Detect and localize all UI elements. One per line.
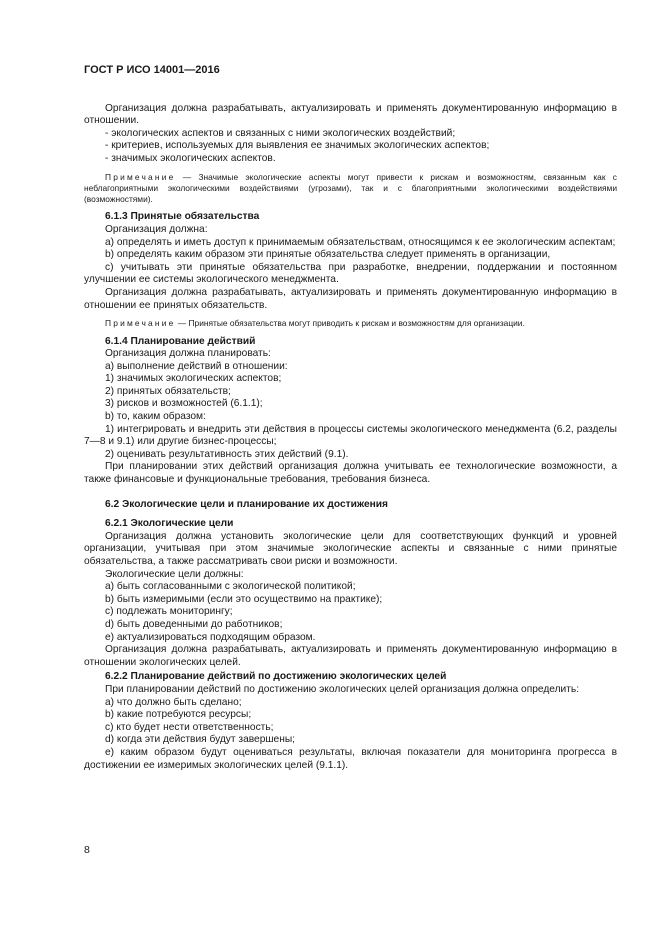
list-item: c) учитывать эти принятые обязательства при разработке, внедрении, поддержании и постоянном улучшении ее системы экологического менеджмента. <box>84 261 617 286</box>
paragraph: При планировании этих действий организация должна учитывать ее технологические возможности, а также финансовые и функциональные требования, требования бизнеса. <box>84 461 617 486</box>
list-item: a) быть согласованными с экологической политикой; <box>105 581 356 593</box>
list-item: b) быть измеримыми (если это осуществимо на практике); <box>105 593 383 605</box>
note-text: — Значимые экологические аспекты могут привести к рискам и возможностям, связанным как с неблагоприятными экологическими воздействиями (угрозами), так и с благоприятными экологическими воздействиями (возможностями). <box>84 171 617 205</box>
intro-paragraph: Организация должна разрабатывать, актуализировать и применять документированную информацию в отношении. <box>84 102 617 127</box>
list-item: e) каким образом будут оцениваться результаты, включая показатели для мониторинга прогресса в достижении ее измеримых экологических целей (9.1.1). <box>84 746 617 771</box>
heading-6-1-4: 6.1.4 Планирование действий <box>105 335 256 347</box>
heading-6-1-3: 6.1.3 Принятые обязательства <box>105 211 260 223</box>
paragraph: Организация должна установить экологические цели для соответствующих функций и уровней организации, учитывая при этом значимые экологические аспекты и связанные с ними принятые обязательства, а также рассматривать свои риски и возможности. <box>84 530 617 567</box>
paragraph: Организация должна разрабатывать, актуализировать и применять документированную информацию в отношении ее принятых обязательств. <box>84 287 617 311</box>
note-1 <box>84 172 617 206</box>
list-item: 2) оценивать результативность этих действий (9.1). <box>105 448 349 460</box>
list-item: 1) значимых экологических аспектов; <box>105 373 282 385</box>
paragraph: При планировании действий по достижению экологических целей организация должна определить: <box>105 683 580 695</box>
list-item: a) что должно быть сделано; <box>105 696 242 708</box>
document-header: ГОСТ Р ИСО 14001—2016 <box>84 64 220 76</box>
list-item: c) кто будет нести ответственность; <box>105 721 274 733</box>
list-item: d) когда эти действия будут завершены; <box>105 734 295 746</box>
note-2 <box>84 318 617 329</box>
heading-6-2-1: 6.2.1 Экологические цели <box>105 518 234 530</box>
paragraph: Организация должна планировать: <box>105 348 271 360</box>
note-text: — Принятые обязательства могут приводить к рискам и возможностям для организации. <box>175 318 525 329</box>
intro-item: - значимых экологических аспектов. <box>105 152 276 164</box>
list-item: b) то, каким образом: <box>105 411 206 423</box>
paragraph: Организация должна разрабатывать, актуализировать и применять документированную информацию в отношении экологических целей. <box>84 644 617 668</box>
paragraph: Организация должна: <box>105 224 208 236</box>
list-item: a) выполнение действий в отношении: <box>105 360 288 372</box>
heading-6-2-2: 6.2.2 Планирование действий по достижению экологических целей <box>105 671 447 683</box>
note-label: Примечание <box>105 318 176 329</box>
heading-6-2: 6.2 Экологические цели и планирование их достижения <box>105 498 389 510</box>
list-item: d) быть доведенными до работников; <box>105 618 283 630</box>
list-item: 1) интегрировать и внедрить эти действия в процессы системы экологического менеджмента (6.2, разделы 7—8 и 9.1) или другие бизнес-процессы; <box>84 423 617 448</box>
list-item: 3) рисков и возможностей (6.1.1); <box>105 398 263 410</box>
list-item: b) определять каким образом эти принятые обязательства следует применять в организации, <box>105 249 551 261</box>
list-item: b) какие потребуются ресурсы; <box>105 709 252 721</box>
list-item: e) актуализироваться подходящим образом. <box>105 631 316 643</box>
page-number: 8 <box>84 844 90 856</box>
list-item: c) подлежать мониторингу; <box>105 606 233 618</box>
intro-item: - критериев, используемых для выявления ее значимых экологических аспектов; <box>105 140 490 152</box>
note-label: Примечание <box>105 171 176 182</box>
list-item: 2) принятых обязательств; <box>105 385 231 397</box>
intro-item: - экологических аспектов и связанных с ними экологических воздействий; <box>105 127 456 139</box>
list-item: a) определять и иметь доступ к принимаемым обязательствам, относящимся к ее экологическим аспектам; <box>105 236 616 248</box>
paragraph: Экологические цели должны: <box>105 568 244 580</box>
